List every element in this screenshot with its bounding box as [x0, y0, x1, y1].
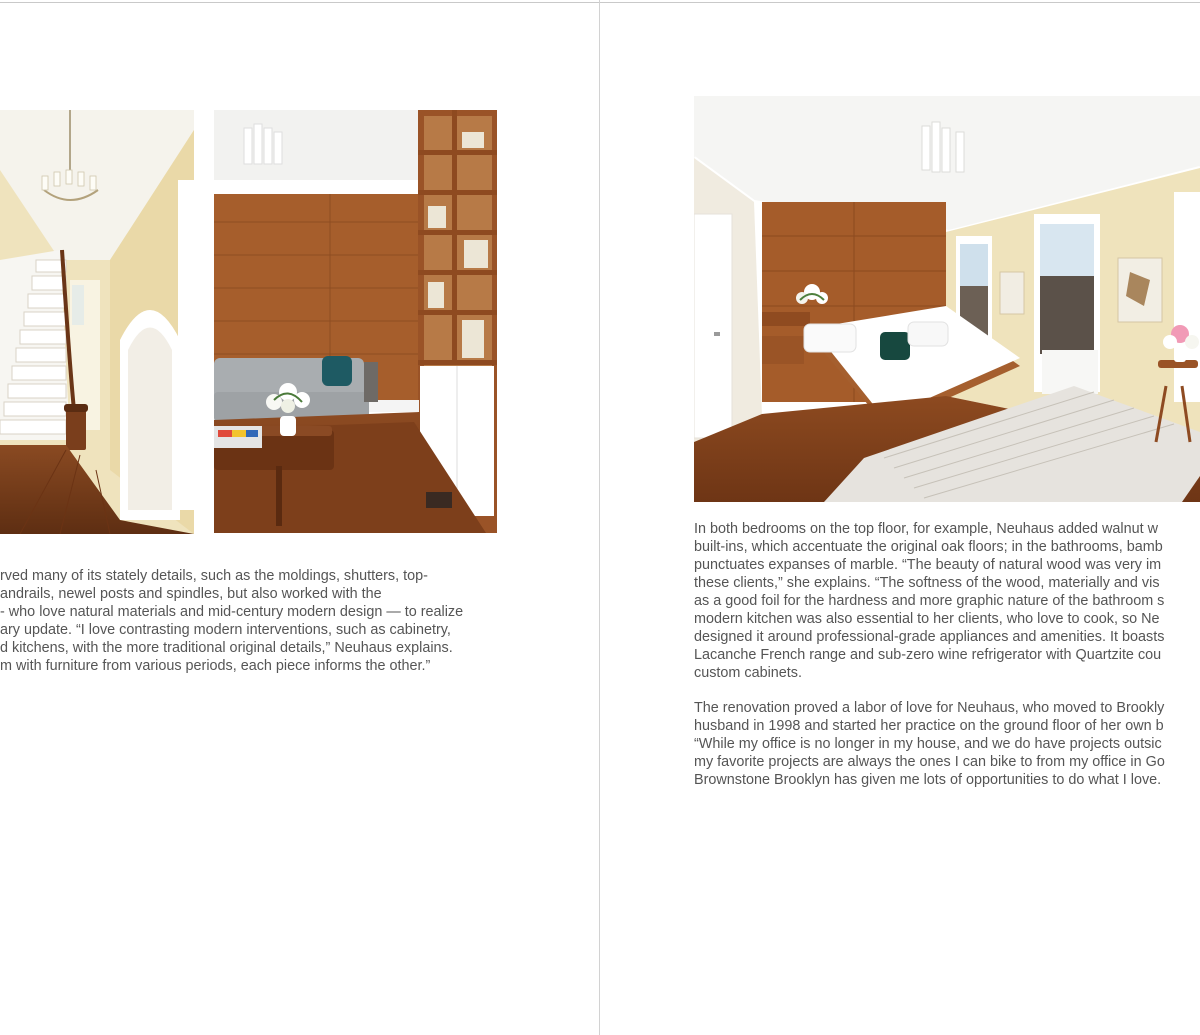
text-line: modern kitchen was also essential to her clients, who love to cook, so Ne: [694, 611, 1160, 627]
text-line: Lacanche French range and sub-zero wine refrigerator with Quartzite cou: [694, 647, 1162, 663]
text-line: as a good foil for the hardness and more graphic nature of the bathroom s: [694, 593, 1165, 609]
text-line: The renovation proved a labor of love for Neuhaus, who moved to Brookly: [694, 700, 1165, 716]
text-line: andrails, newel posts and spindles, but also worked with the: [0, 586, 382, 602]
text-line: m with furniture from various periods, each piece informs the other.”: [0, 658, 431, 674]
text-line: my favorite projects are always the ones I can bike to from my office in Go: [694, 754, 1165, 770]
text-line: - who love natural materials and mid-century modern design — to realize: [0, 604, 464, 620]
text-line: “While my office is no longer in my house, and we do have projects outsic: [694, 736, 1162, 752]
page-gutter: [599, 0, 600, 1035]
living-room-photo: [214, 110, 497, 533]
text-line: In both bedrooms on the top floor, for example, Neuhaus added walnut w: [694, 521, 1158, 537]
text-line: designed it around professional-grade appliances and amenities. It boasts: [694, 629, 1165, 645]
text-line: built-ins, which accentuate the original oak floors; in the bathrooms, bamb: [694, 539, 1163, 555]
text-line: ary update. “I love contrasting modern interventions, such as cabinetry,: [0, 622, 451, 638]
text-line: husband in 1998 and started her practice on the ground floor of her own b: [694, 718, 1164, 734]
text-line: these clients,” she explains. “The softness of the wood, materially and vis: [694, 575, 1160, 591]
right-page-paragraph-2: [694, 699, 1200, 789]
left-page-paragraph: [0, 567, 520, 675]
bedroom-photo: [694, 96, 1200, 502]
top-rule: [0, 2, 1200, 3]
text-line: punctuates expanses of marble. “The beauty of natural wood was very im: [694, 557, 1162, 573]
text-line: Brownstone Brooklyn has given me lots of opportunities to do what I love.: [694, 772, 1162, 788]
right-page-paragraph-1: [694, 520, 1200, 682]
text-line: rved many of its stately details, such as the moldings, shutters, top-: [0, 568, 428, 584]
staircase-hallway-photo: [0, 110, 194, 534]
text-line: d kitchens, with the more traditional original details,” Neuhaus explains.: [0, 640, 453, 656]
text-line: custom cabinets.: [694, 665, 802, 681]
